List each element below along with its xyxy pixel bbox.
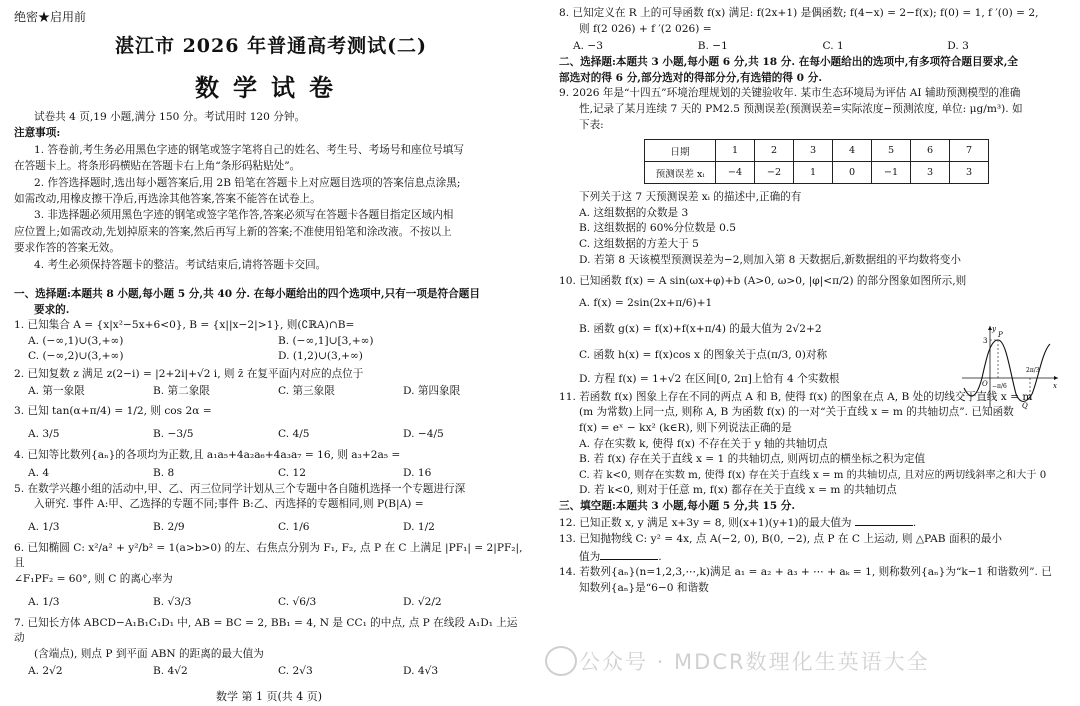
note-3a: 3. 非选择题必须用黑色字迹的钢笔或签字笔作答,答案必须写在答题卡各题目指定区域内相 — [34, 209, 454, 222]
q9-stem-c: 下表: — [579, 118, 604, 131]
q6-option-c: C. √6/3 — [278, 595, 317, 608]
q7-stem-b: (含端点), 则点 P 到平面 ABN 的距离的最大值为 — [34, 647, 264, 660]
note-2b: 如需改动,用橡皮擦干净后,再选涂其他答案,答案不能答在试卷上。 — [14, 193, 321, 206]
sine-graph — [960, 322, 1060, 410]
q2-option-b: B. 第二象限 — [153, 385, 210, 398]
table-header-row — [645, 140, 989, 162]
q4-options — [14, 464, 528, 482]
q1-option-c: C. (−∞,2)∪(3,+∞) — [28, 349, 124, 362]
q5-option-b: B. 2/9 — [153, 520, 185, 533]
q5-options — [14, 513, 528, 541]
graph-label-y: y — [992, 325, 996, 333]
graph-label-x: x — [1053, 382, 1057, 390]
q2-option-c: C. 第三象限 — [278, 385, 335, 398]
q5-option-d: D. 1/2 — [403, 520, 435, 533]
answer-blank — [855, 514, 913, 526]
section2-heading: 二、选择题:本题共 3 小题,每小题 6 分,共 18 分. 在每小题给出的选项中,有多项符合题目要求,全 — [559, 56, 1019, 69]
q11-option-b: B. 若 f(x) 存在关于直线 x = 1 的共轴切点, 则两切点的横坐标之积为定值 — [579, 453, 926, 466]
answer-blank — [600, 548, 658, 560]
note-3b: 应位置上;如需改动,先划掉原来的答案,然后再写上新的答案;不准使用铅笔和涂改液。不按以上 — [14, 225, 452, 238]
q10-stem: 10. 已知函数 f(x) = A sin(ωx+φ)+b (A>0, ω>0, |φ|<π/2) 的部分图象如图所示,则 — [559, 275, 967, 288]
graph-label-neg-pi6: −π/6 — [992, 383, 1007, 390]
section3-heading: 三、填空题:本题共 3 小题,每小题 5 分,共 15 分. — [559, 499, 796, 512]
q5-option-a: A. 1/3 — [28, 520, 60, 533]
q8-stem-a: 8. 已知定义在 R 上的可导函数 f(x) 满足: f(2x+1) 是偶函数; f(4−x) = 2−f(x); f(0) = 1, f ′(0) = 2, — [559, 7, 1039, 19]
q10-option-a: A. f(x) = 2sin(2x+π/6)+1 — [579, 296, 713, 309]
q8-stem-b: 则 f(2 026) + f ′(2 026) = — [579, 22, 712, 35]
page-footer: 数学 第 1 页(共 4 页) — [215, 690, 323, 703]
q5-stem-b: 入研究. 事件 A:甲、乙选择的专题不同;事件 B:乙、丙选择的专题相同,则 P(B|A) = — [34, 498, 424, 511]
q12-stem: 12. 已知正数 x, y 满足 x+3y = 8, 则(x+1)(y+1)的最大值为 . — [559, 514, 1072, 532]
q9-stem-b: 性,记录了某月连续 7 天的 PM2.5 预测误差(预测误差=实际浓度−预测浓度, 单位: μg/m³). 如 — [579, 102, 1023, 115]
q6-option-d: D. √2/2 — [403, 595, 442, 608]
q4-option-c: C. 12 — [278, 466, 306, 479]
q1-option-a: A. (−∞,1)∪(3,+∞) — [28, 334, 124, 347]
x-axis-arrow — [1054, 376, 1058, 380]
secret-label: 绝密★启用前 — [14, 10, 87, 24]
watermark — [545, 640, 1080, 706]
table-cell: 1 — [716, 140, 755, 162]
q7-option-c: C. 2√3 — [278, 665, 313, 678]
q11-stem-b: (m 为常数)上同一点, 则称 A, B 为函数 f(x) 的一对“关于直线 x = m 的共轴切点”. 已知函数 — [579, 406, 1014, 419]
notes-heading: 注意事项: — [14, 127, 61, 140]
graph-label-three: 3 — [983, 337, 988, 345]
watermark-text: 公众号 · MDCR数理化生英语大全 — [579, 650, 930, 674]
table-cell: 3 — [794, 140, 833, 162]
error-table — [644, 139, 989, 184]
note-3c: 要求作答的答案无效。 — [14, 242, 120, 255]
graph-label-origin: O — [982, 380, 988, 388]
q4-option-b: B. 8 — [153, 466, 175, 479]
q7-option-b: B. 4√2 — [153, 665, 188, 678]
q13-stem-b: 值为 . — [559, 548, 1072, 566]
q6-options — [14, 588, 528, 616]
table-cell: −4 — [716, 162, 755, 184]
exam-title: 湛江市 2026 年普通高考测试(二) — [114, 35, 428, 57]
q6-stem-a: 6. 已知椭圆 C: x²/a² + y²/b² = 1(a>b>0) 的左、右焦点分别为 F₁, F₂, 点 P 在 C 上满足 |PF₁| = 2|PF₂|, 且 — [14, 541, 523, 570]
note-1a: 1. 答卷前,考生务必用黑色字迹的钢笔或签字笔将自己的姓名、考生号、考场号和座位号填写 — [34, 143, 464, 156]
table-cell: −2 — [755, 162, 794, 184]
q12-text: 12. 已知正数 x, y 满足 x+3y = 8, 则(x+1)(y+1)的最大值为 — [559, 517, 852, 530]
table-cell: 5 — [872, 140, 911, 162]
table-cell: 4 — [833, 140, 872, 162]
note-1b: 在答题卡上。将条形码横贴在答题卡右上角“条形码粘贴处”。 — [14, 160, 301, 173]
q8-options — [559, 37, 1072, 55]
q9-option-b: B. 这组数据的 60%分位数是 0.5 — [579, 222, 736, 235]
q5-option-c: C. 1/6 — [278, 520, 310, 533]
table-cell: 6 — [911, 140, 950, 162]
q10-option-c: C. 函数 h(x) = f(x)cos x 的图象关于点(π/3, 0)对称 — [579, 348, 828, 361]
note-4: 4. 考生必须保持答题卡的整洁。考试结束后,请将答题卡交回。 — [34, 258, 327, 271]
q9-option-c: C. 这组数据的方差大于 5 — [579, 237, 699, 250]
wechat-icon — [545, 646, 577, 676]
table-row — [645, 162, 989, 184]
q11-option-d: D. 若 k<0, 则对于任意 m, f(x) 都存在关于直线 x = m 的共轴切点 — [579, 484, 897, 497]
left-column — [0, 0, 538, 706]
q6-stem-b: ∠F₁PF₂ = 60°, 则 C 的离心率为 — [14, 573, 173, 585]
q8-option-d: D. 3 — [947, 40, 969, 53]
q1-stem: 1. 已知集合 A = {x|x²−5x+6<0}, B = {x||x−2|>1}, 则(∁ℝA)∩B= — [14, 319, 355, 332]
graph-label-p: P — [998, 331, 1003, 339]
q9-option-d: D. 若第 8 天该模型预测误差为−2,则加入第 8 天数据后,新数据组的平均数将变小 — [579, 253, 961, 266]
q6-option-b: B. √3/3 — [153, 595, 192, 608]
q14-stem-a: 14. 若数列{aₙ}(n=1,2,3,⋯,k)满足 a₁ = a₂ + a₃ + ⋯ + aₖ = 1, 则称数列{aₙ}为“k−1 和谐数列”. 已 — [559, 566, 1052, 579]
table-cell: 日期 — [645, 140, 716, 162]
q3-stem: 3. 已知 tan(α+π/4) = 1/2, 则 cos 2α = — [14, 405, 212, 418]
table-cell: 7 — [950, 140, 989, 162]
graph-label-2pi3: 2π/3 — [1026, 367, 1040, 374]
q2-stem: 2. 已知复数 z 满足 z(2−i) = |2+2i|+√2 i, 则 z̄ 在复平面内对应的点位于 — [14, 367, 364, 380]
q8-option-c: C. 1 — [822, 40, 844, 53]
q2-options — [14, 382, 528, 400]
q9-stem-d: 下列关于这 7 天预测误差 xᵢ 的描述中,正确的有 — [579, 191, 802, 204]
q8-option-b: B. −1 — [697, 40, 728, 53]
section1-heading-cont: 要求的. — [34, 303, 70, 316]
q13-stem-a: 13. 已知抛物线 C: y² = 4x, 点 A(−2, 0), B(0, −2), 点 P 在 C 上运动, 则 △PAB 面积的最小 — [559, 533, 1002, 546]
table-cell: 2 — [755, 140, 794, 162]
table-cell: 3 — [911, 162, 950, 184]
q13-text: 值为 — [579, 550, 601, 563]
q7-option-a: A. 2√2 — [28, 665, 63, 678]
q11-option-c: C. 若 k<0, 则存在实数 m, 使得 f(x) 存在关于直线 x = m 的共轴切点, 且对应的两切线斜率之和大于 0 — [579, 469, 1047, 481]
q2-option-d: D. 第四象限 — [403, 385, 461, 398]
exam-info: 试卷共 4 页,19 小题,满分 150 分。考试用时 120 分钟。 — [34, 111, 306, 123]
table-cell: 预测误差 xᵢ — [645, 162, 716, 184]
q11-option-a: A. 存在实数 k, 使得 f(x) 不存在关于 y 轴的共轴切点 — [579, 437, 828, 450]
q4-stem: 4. 已知等比数列{aₙ}的各项均为正数,且 a₁a₅+4a₂a₆+4a₃a₇ = 16, 则 a₃+2a₅ = — [14, 449, 401, 462]
q4-option-d: D. 16 — [403, 466, 432, 479]
q8-option-a: A. −3 — [573, 40, 604, 53]
q1-option-b: B. (−∞,1]∪[3,+∞) — [278, 334, 374, 347]
q7-options — [14, 662, 528, 680]
table-cell: 3 — [950, 162, 989, 184]
subject-title: 数学试卷 — [195, 73, 347, 102]
q9-stem-a: 9. 2026 年是“十四五”环境治理规划的关键验收年. 某市生态环境局为评估 AI 辅助预测模型的准确 — [559, 87, 1021, 100]
table-cell: 0 — [833, 162, 872, 184]
q11-stem-a: 11. 若函数 f(x) 图象上存在不同的两点 A 和 B, 使得 f(x) 的图象在点 A, B 处的切线交于直线 x = m — [559, 390, 1033, 403]
q3-option-a: A. 3/5 — [28, 428, 60, 441]
q6-option-a: A. 1/3 — [28, 595, 60, 608]
q3-option-d: D. −4/5 — [403, 428, 444, 441]
graph-label-q: Q — [1022, 402, 1028, 410]
section2-heading-cont: 部选对的得 6 分,部分选对的得部分分,有选错的得 0 分. — [559, 71, 823, 84]
q7-stem-a: 7. 已知长方体 ABCD−A₁B₁C₁D₁ 中, AB = BC = 2, BB₁ = 4, N 是 CC₁ 的中点, 点 P 在线段 A₁D₁ 上运动 — [14, 616, 518, 645]
table-cell: −1 — [872, 162, 911, 184]
table-cell: 1 — [794, 162, 833, 184]
q7-option-d: D. 4√3 — [403, 665, 439, 678]
q10-option-d: D. 方程 f(x) = 1+√2 在区间[0, 2π]上恰有 4 个实数根 — [579, 372, 840, 385]
q10-option-b: B. 函数 g(x) = f(x)+f(x+π/4) 的最大值为 2√2+2 — [579, 322, 822, 335]
note-2a: 2. 作答选择题时,选出每小题答案后,用 2B 铅笔在答题卡上对应题目选项的答案信息点涂黑; — [34, 176, 461, 189]
q3-option-c: C. 4/5 — [278, 428, 310, 441]
q5-stem-a: 5. 在数学兴趣小组的活动中,甲、乙、丙三位同学计划从三个专题中各自随机选择一个专题进行深 — [14, 482, 466, 495]
q9-option-a: A. 这组数据的众数是 3 — [579, 206, 689, 219]
q11-stem-c: f(x) = eˣ − kx² (k∈R), 则下列说法正确的是 — [579, 421, 792, 434]
q1-options — [14, 334, 528, 364]
q3-option-b: B. −3/5 — [153, 428, 194, 441]
q2-option-a: A. 第一象限 — [28, 385, 85, 398]
section1-heading: 一、选择题:本题共 8 小题,每小题 5 分,共 40 分. 在每小题给出的四个选项中,只有一项是符合题目 — [14, 288, 480, 301]
q1-option-d: D. (1,2)∪(3,+∞) — [278, 349, 363, 362]
q4-option-a: A. 4 — [28, 466, 50, 479]
q14-stem-b: 知数列{aₙ}是“6−0 和谐数 — [579, 581, 709, 594]
q3-options — [14, 420, 528, 448]
